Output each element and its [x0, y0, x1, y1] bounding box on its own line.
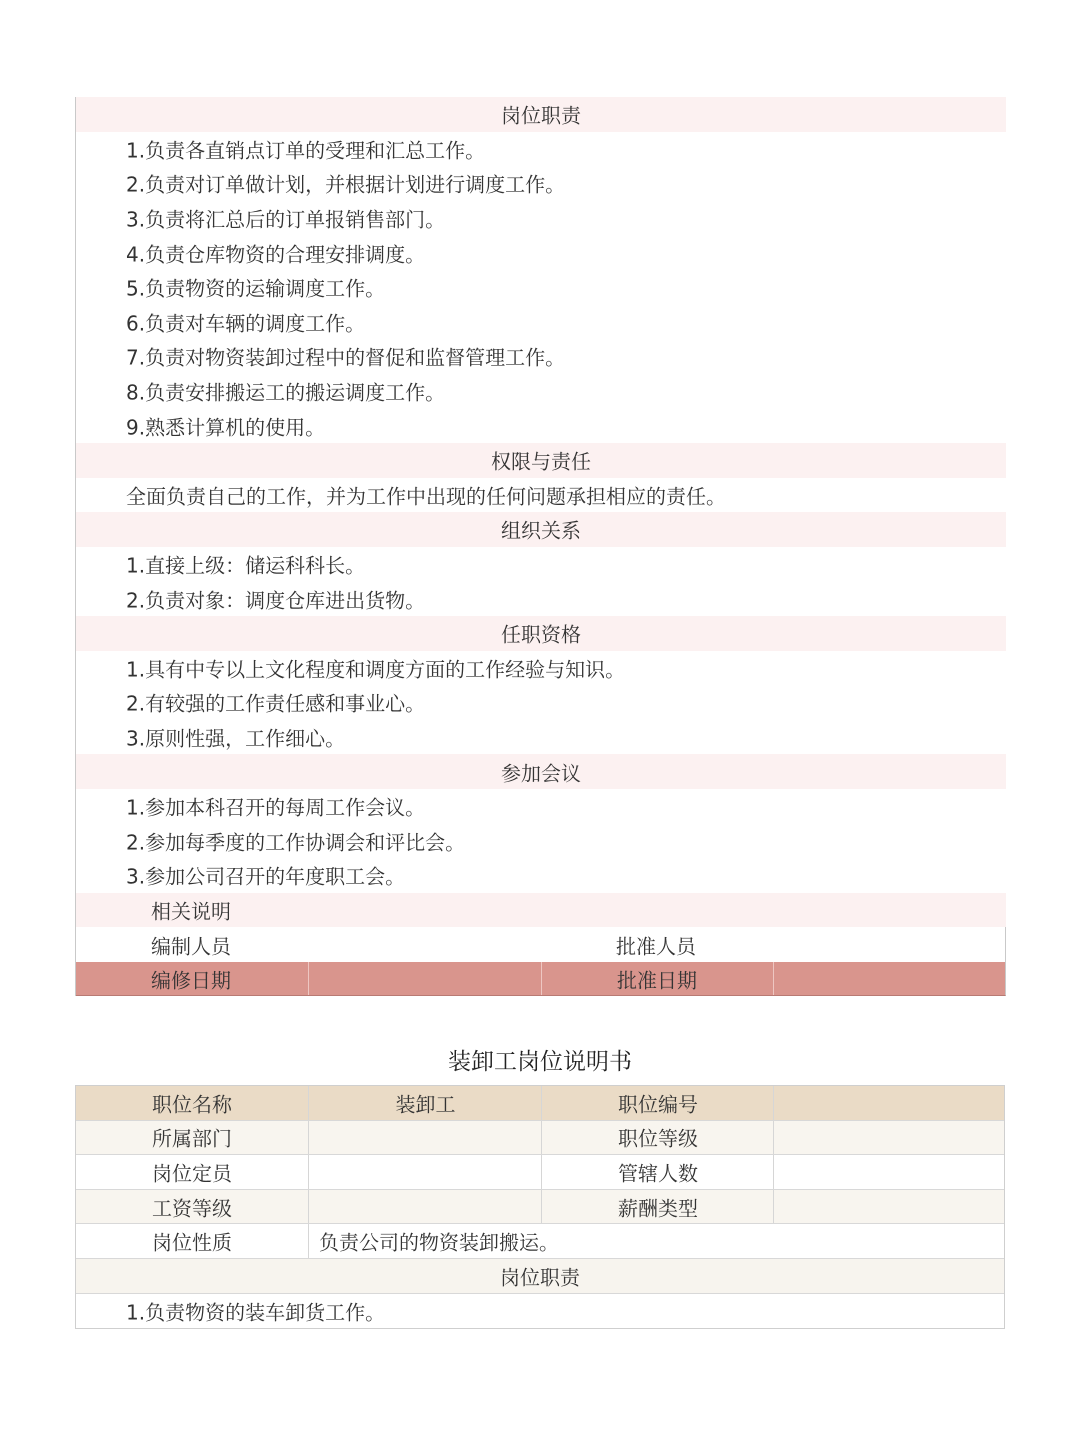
info-row [76, 1190, 1004, 1225]
duty-item: 9.熟悉计算机的使用。 [126, 415, 326, 440]
duty-item: 4.负责仓库物资的合理安排调度。 [126, 242, 426, 267]
label-cell: 管辖人数 [541, 1155, 774, 1189]
qualification-item: 2.有较强的工作责任感和事业心。 [126, 691, 426, 716]
duty-item: 7.负责对物资装卸过程中的督促和监督管理工作。 [126, 345, 566, 370]
duty-item: 3.负责将汇总后的订单报销售部门。 [126, 207, 446, 232]
label-cell: 岗位定员 [152, 1161, 232, 1186]
duty-item: 1.负责物资的装车卸货工作。 [76, 1294, 1004, 1329]
label-cell: 薪酬类型 [541, 1190, 774, 1224]
value-cell [308, 1190, 542, 1224]
label-cell: 职位等级 [541, 1121, 774, 1155]
approve-date-value-cell [773, 962, 1007, 996]
label-cell: 岗位性质 [152, 1230, 232, 1255]
info-row [76, 1086, 1004, 1121]
value-cell [773, 1155, 1007, 1189]
section-header-duties: 岗位职责 [76, 1259, 1004, 1294]
notes-row: 相关说明 [76, 893, 1006, 928]
document-title: 装卸工岗位说明书 [448, 1049, 632, 1075]
label-cell: 职位编号 [541, 1086, 774, 1120]
duty-item: 6.负责对车辆的调度工作。 [126, 311, 366, 336]
section-header-duties: 岗位职责 [76, 97, 1006, 132]
prepared-by-label-cell: 编制人员 [151, 934, 231, 959]
meeting-item: 2.参加每季度的工作协调会和评比会。 [126, 830, 466, 855]
value-cell [773, 1086, 1007, 1120]
duty-item: 1.负责各直销点订单的受理和汇总工作。 [126, 138, 486, 163]
value-cell: 装卸工 [308, 1086, 542, 1120]
label-cell: 工资等级 [152, 1196, 232, 1221]
info-row [76, 1155, 1004, 1190]
duty-item: 8.负责安排搬运工的搬运调度工作。 [126, 380, 446, 405]
value-cell [773, 1190, 1007, 1224]
org-item: 1.直接上级：储运科科长。 [126, 553, 366, 578]
meeting-item: 1.参加本科召开的每周工作会议。 [126, 795, 426, 820]
label-cell: 所属部门 [152, 1126, 232, 1151]
label-cell: 职位名称 [152, 1092, 232, 1117]
value-cell: 负责公司的物资装卸搬运。 [308, 1224, 1004, 1258]
approved-by-label-cell: 批准人员 [616, 934, 696, 959]
value-cell [308, 1155, 542, 1189]
qualification-item: 1.具有中专以上文化程度和调度方面的工作经验与知识。 [126, 657, 626, 682]
meeting-item: 3.参加公司召开的年度职工会。 [126, 864, 406, 889]
section-header-authority: 权限与责任 [76, 443, 1006, 478]
duty-item: 2.负责对订单做计划，并根据计划进行调度工作。 [126, 172, 566, 197]
section-header-meetings: 参加会议 [76, 754, 1006, 789]
section-header-qualifications: 任职资格 [76, 616, 1006, 651]
revise-date-value-cell [308, 962, 542, 996]
section-header-organization: 组织关系 [76, 512, 1006, 547]
qualification-item: 3.原则性强，工作细心。 [126, 726, 346, 751]
job-description-table-2 [75, 1085, 1005, 1329]
authority-text: 全面负责自己的工作，并为工作中出现的任何问题承担相应的责任。 [126, 484, 726, 509]
revise-date-label-cell: 编修日期 [151, 968, 231, 993]
date-row [76, 962, 1006, 997]
approve-date-label-cell: 批准日期 [541, 962, 774, 996]
value-cell [308, 1121, 542, 1155]
value-cell [773, 1121, 1007, 1155]
info-row [76, 1224, 1004, 1259]
job-description-table-1 [75, 97, 1006, 996]
signature-row [76, 927, 1006, 962]
org-item: 2.负责对象：调度仓库进出货物。 [126, 588, 426, 613]
info-row [76, 1121, 1004, 1156]
duty-item: 5.负责物资的运输调度工作。 [126, 276, 386, 301]
